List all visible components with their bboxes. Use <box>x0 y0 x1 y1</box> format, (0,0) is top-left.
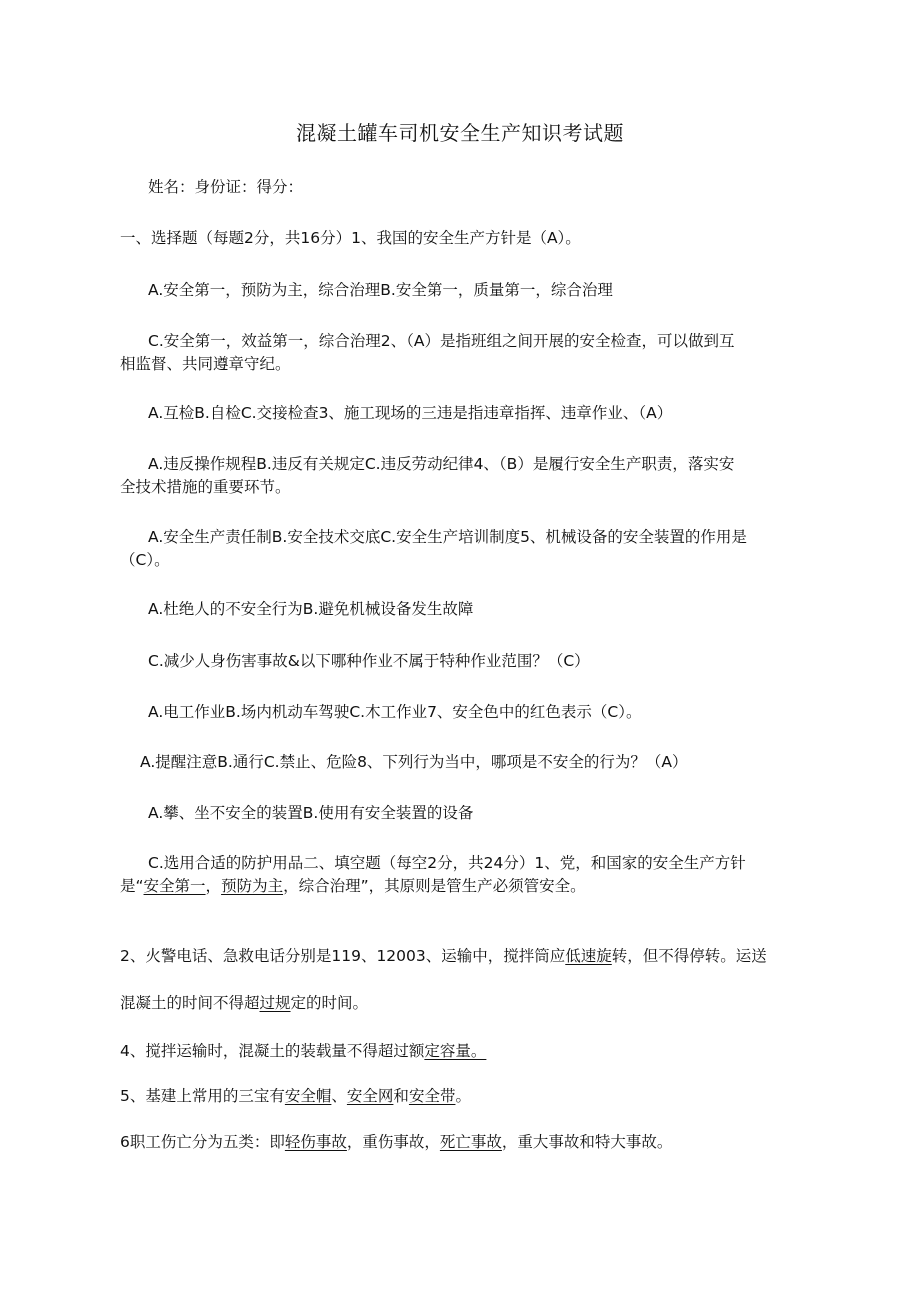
text-segment: 转，但不得停转。运送 <box>611 947 767 965</box>
text-segment: 混凝土的时间不得超 <box>120 994 260 1012</box>
text-segment: 是“ <box>120 877 144 895</box>
text-segment: 5、基建上常用的三宝有 <box>120 1087 285 1105</box>
question-5-options: A.杜绝人的不安全行为B.避免机械设备发生故障 <box>148 600 474 618</box>
question-3: A.互检B.自检C.交接检查3、施工现场的三违是指违章指挥、违章作业、（A） <box>148 404 673 422</box>
text-segment: 6职工伤亡分为五类：即 <box>120 1133 285 1151</box>
answer-blank: 安全带 <box>408 1087 456 1105</box>
question-8: A.提醒注意B.通行C.禁止、危险8、下列行为当中，哪项是不安全的行为？（A） <box>140 753 688 771</box>
fill-in-5 <box>120 1084 471 1108</box>
question-2-line-1: C.安全第一，效益第一，综合治理2、（A）是指班组之间开展的安全检查，可以做到互 <box>148 332 735 350</box>
text-segment: ， <box>205 877 222 895</box>
fill-in-6 <box>120 1130 672 1154</box>
question-7: A.电工作业B.场内机动车驾驶C.木工作业7、安全色中的红色表示（C）。 <box>148 703 642 721</box>
text-segment: ，重大事故和特大事故。 <box>501 1133 673 1151</box>
answer-blank: 安全帽 <box>284 1087 332 1105</box>
text-segment: 4、搅拌运输时，混凝土的装载量不得超过额 <box>120 1042 425 1060</box>
answer-blank: 预防为主 <box>221 877 284 895</box>
fill-in-2-line-1 <box>120 944 767 968</box>
text-segment: 、 <box>331 1087 347 1105</box>
question-5-line-2: （C）。 <box>120 551 170 569</box>
question-6: C.减少人身伤害事故&以下哪种作业不属于特种作业范围？（C） <box>148 652 590 670</box>
info-line: 姓名：身份证：得分： <box>148 178 304 196</box>
answer-blank: 过规 <box>259 994 291 1012</box>
answer-blank: 死亡事故 <box>439 1133 502 1151</box>
fill-in-4 <box>120 1039 486 1063</box>
fill-in-1-line-2 <box>120 874 586 898</box>
text-segment: 定的时间。 <box>290 994 369 1012</box>
question-2-line-2: 相监督、共同遵章守纪。 <box>120 355 291 373</box>
answer-blank: 定容量。 <box>424 1042 487 1060</box>
answer-blank: 低速旋 <box>565 947 612 965</box>
question-8-options: A.攀、坐不安全的装置B.使用有安全装置的设备 <box>148 804 474 822</box>
section-1-question-1: 一、选择题（每题2分，共16分）1、我国的安全生产方针是（A）。 <box>120 229 581 247</box>
text-segment: 2、火警电话、急救电话分别是119、12003、运输中，搅拌筒应 <box>120 947 566 965</box>
answer-blank: 安全第一 <box>143 877 206 895</box>
fill-in-1-line-1: C.选用合适的防护用品二、填空题（每空2分，共24分）1、党，和国家的安全生产方针 <box>148 854 746 872</box>
fill-in-2-line-2 <box>120 991 368 1015</box>
document-title: 混凝土罐车司机安全生产知识考试题 <box>296 121 624 145</box>
text-segment: ，重伤事故， <box>346 1133 440 1151</box>
question-4-line-2: 全技术措施的重要环节。 <box>120 478 291 496</box>
text-segment: ，综合治理”，其原则是管生产必须管安全。 <box>283 877 586 895</box>
answer-blank: 安全网 <box>346 1087 394 1105</box>
question-1-options: A.安全第一，预防为主，综合治理B.安全第一，质量第一，综合治理 <box>148 281 613 299</box>
text-segment: 和 <box>393 1087 409 1105</box>
text-segment: 。 <box>455 1087 471 1105</box>
answer-blank: 轻伤事故 <box>284 1133 347 1151</box>
question-4-line-1: A.违反操作规程B.违反有关规定C.违反劳动纪律4、（B）是履行安全生产职责，落实安 <box>148 455 735 473</box>
question-5-line-1: A.安全生产责任制B.安全技术交底C.安全生产培训制度5、机械设备的安全装置的作用是 <box>148 528 747 546</box>
